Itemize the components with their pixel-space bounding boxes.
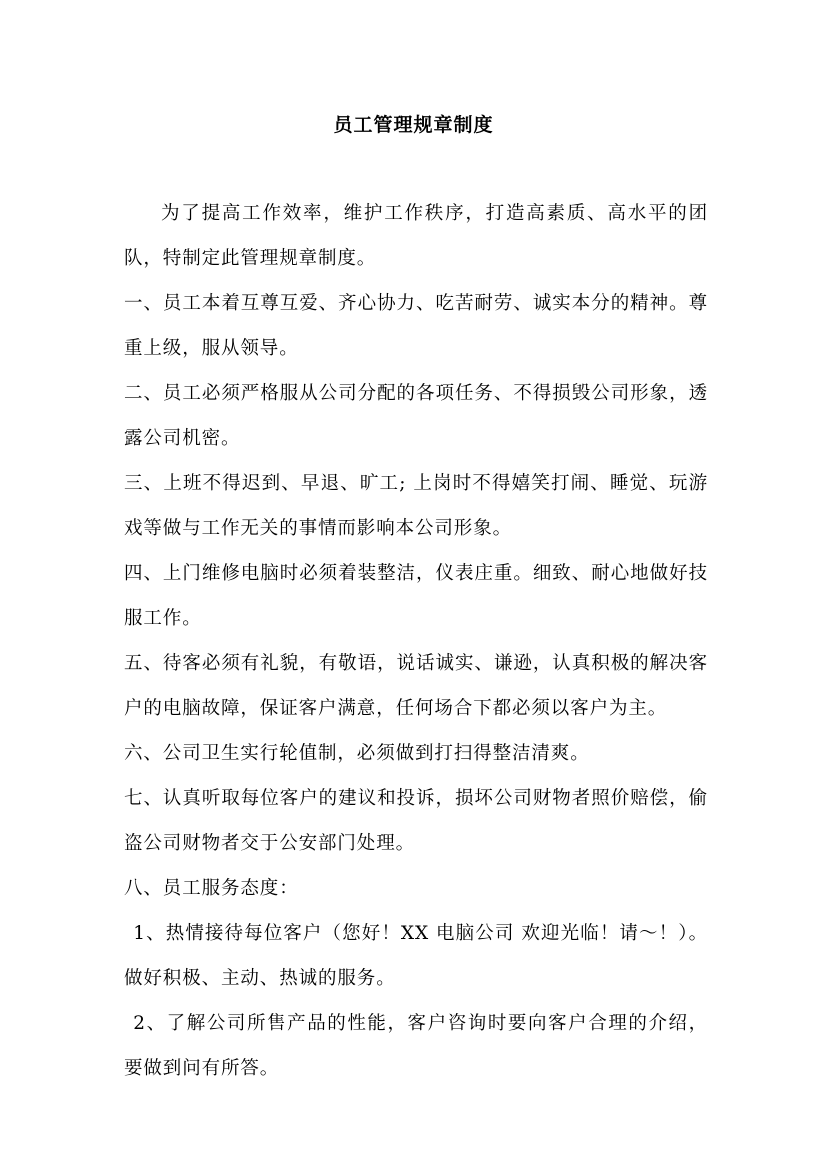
rule-5: 五、待客必须有礼貌，有敬语，说话诚实、谦逊，认真积极的解决客户的电脑故障，保证客户满意，任何场合下都必须以客户为主。 <box>124 653 708 719</box>
rule-3: 三、上班不得迟到、早退、旷工; 上岗时不得嬉笑打闹、睡觉、玩游戏等做与工作无关的事情而影响本公司形象。 <box>124 473 708 539</box>
document-body <box>124 191 708 1091</box>
service-item-1: 1、热情接待每位客户（您好！XX 电脑公司 欢迎光临！请～！）。做好积极、主动、热诚的服务。 <box>124 923 708 989</box>
document-title: 员工管理规章制度 <box>333 114 494 136</box>
rule-7: 七、认真听取每位客户的建议和投诉，损坏公司财物者照价赔偿，偷盗公司财物者交于公安部门处理。 <box>124 788 708 854</box>
rule-6: 六、公司卫生实行轮值制，必须做到打扫得整洁清爽。 <box>124 743 590 764</box>
rule-8: 八、员工服务态度： <box>124 878 299 899</box>
service-item-2: 2、了解公司所售产品的性能，客户咨询时要向客户合理的介绍，要做到问有所答。 <box>124 1013 708 1079</box>
rule-1: 一、员工本着互尊互爱、齐心协力、吃苦耐劳、诚实本分的精神。尊重上级，服从领导。 <box>124 293 708 359</box>
rule-4: 四、上门维修电脑时必须着装整洁，仪表庄重。细致、耐心地做好技服工作。 <box>124 563 708 629</box>
rule-2: 二、员工必须严格服从公司分配的各项任务、不得损毁公司形象，透露公司机密。 <box>124 383 708 449</box>
intro-paragraph: 为了提高工作效率，维护工作秩序，打造高素质、高水平的团队，特制定此管理规章制度。 <box>124 203 708 269</box>
